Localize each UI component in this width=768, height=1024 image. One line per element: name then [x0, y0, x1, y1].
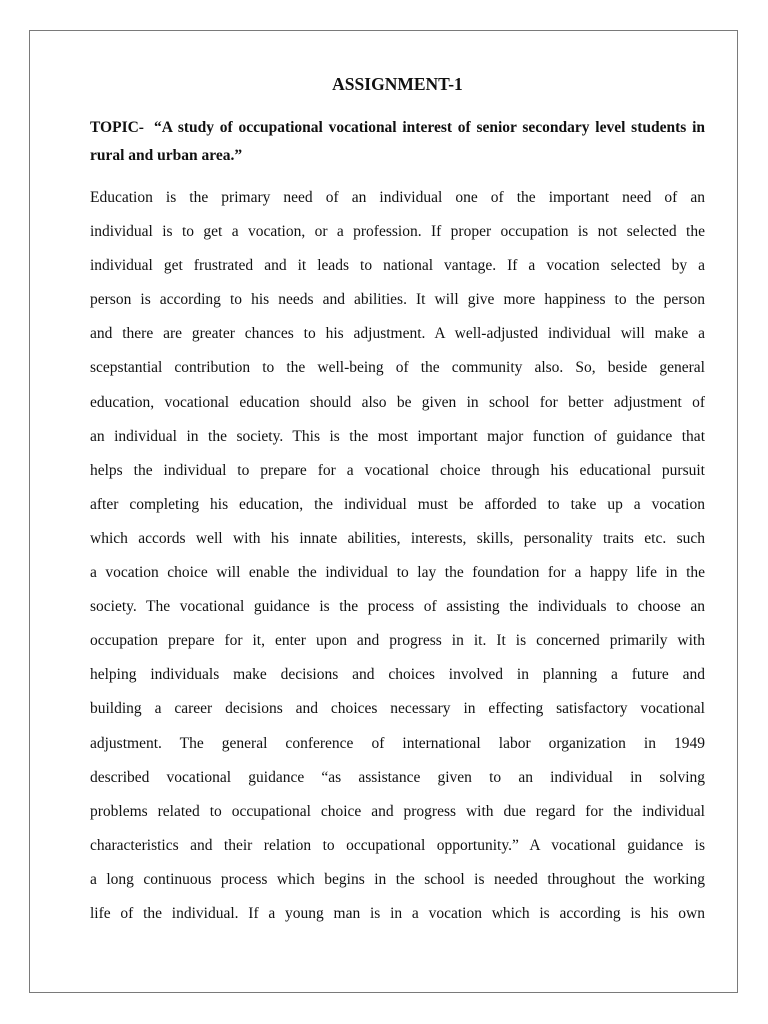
- body-line: characteristics and their relation to occupational opportunity.” A vocational guidance is: [90, 836, 705, 854]
- body-line: scepstantial contribution to the well-being of the community also. So, beside general: [90, 359, 705, 377]
- body-line: building a career decisions and choices necessary in effecting satisfactory vocational: [90, 700, 705, 718]
- body-line: a long continuous process which begins in the school is needed throughout the working: [90, 870, 705, 888]
- body-line: society. The vocational guidance is the process of assisting the individuals to choose an: [90, 598, 705, 616]
- body-line: life of the individual. If a young man is in a vocation which is according is his own: [90, 904, 705, 922]
- body-line: problems related to occupational choice and progress with due regard for the individual: [90, 802, 705, 820]
- body-line: an individual in the society. This is the most important major function of guidance that: [90, 427, 705, 445]
- body-line: individual is to get a vocation, or a profession. If proper occupation is not selected the: [90, 223, 705, 241]
- document-title: ASSIGNMENT-1: [332, 74, 463, 94]
- body-line: a vocation choice will enable the individual to lay the foundation for a happy life in the: [90, 564, 705, 582]
- body-line: person is according to his needs and abilities. It will give more happiness to the person: [90, 291, 705, 309]
- body-line: helping individuals make decisions and choices involved in planning a future and: [90, 666, 705, 684]
- body-line: adjustment. The general conference of international labor organization in 1949: [90, 734, 705, 752]
- topic-label: TOPIC-: [90, 119, 144, 136]
- body-line: and there are greater chances to his adjustment. A well-adjusted individual will make a: [90, 325, 705, 343]
- body-line: education, vocational education should also be given in school for better adjustment of: [90, 393, 705, 411]
- body-line: described vocational guidance “as assistance given to an individual in solving: [90, 768, 705, 786]
- body-line: which accords well with his innate abilities, interests, skills, personality traits etc. such: [90, 529, 705, 547]
- body-line: helps the individual to prepare for a vocational choice through his educational pursuit: [90, 461, 705, 479]
- body-line: after completing his education, the individual must be afforded to take up a vocation: [90, 495, 705, 513]
- body-paragraph: [90, 181, 705, 931]
- topic-paragraph: [90, 114, 705, 170]
- document-content: [90, 70, 705, 931]
- body-line: Education is the primary need of an individual one of the important need of an: [90, 189, 705, 206]
- body-line: occupation prepare for it, enter upon and progress in it. It is concerned primarily with: [90, 632, 705, 650]
- topic-text: “A study of occupational vocational interest of senior secondary level students in rural and urban area.”: [90, 119, 705, 164]
- body-line: individual get frustrated and it leads to national vantage. If a vocation selected by a: [90, 257, 705, 275]
